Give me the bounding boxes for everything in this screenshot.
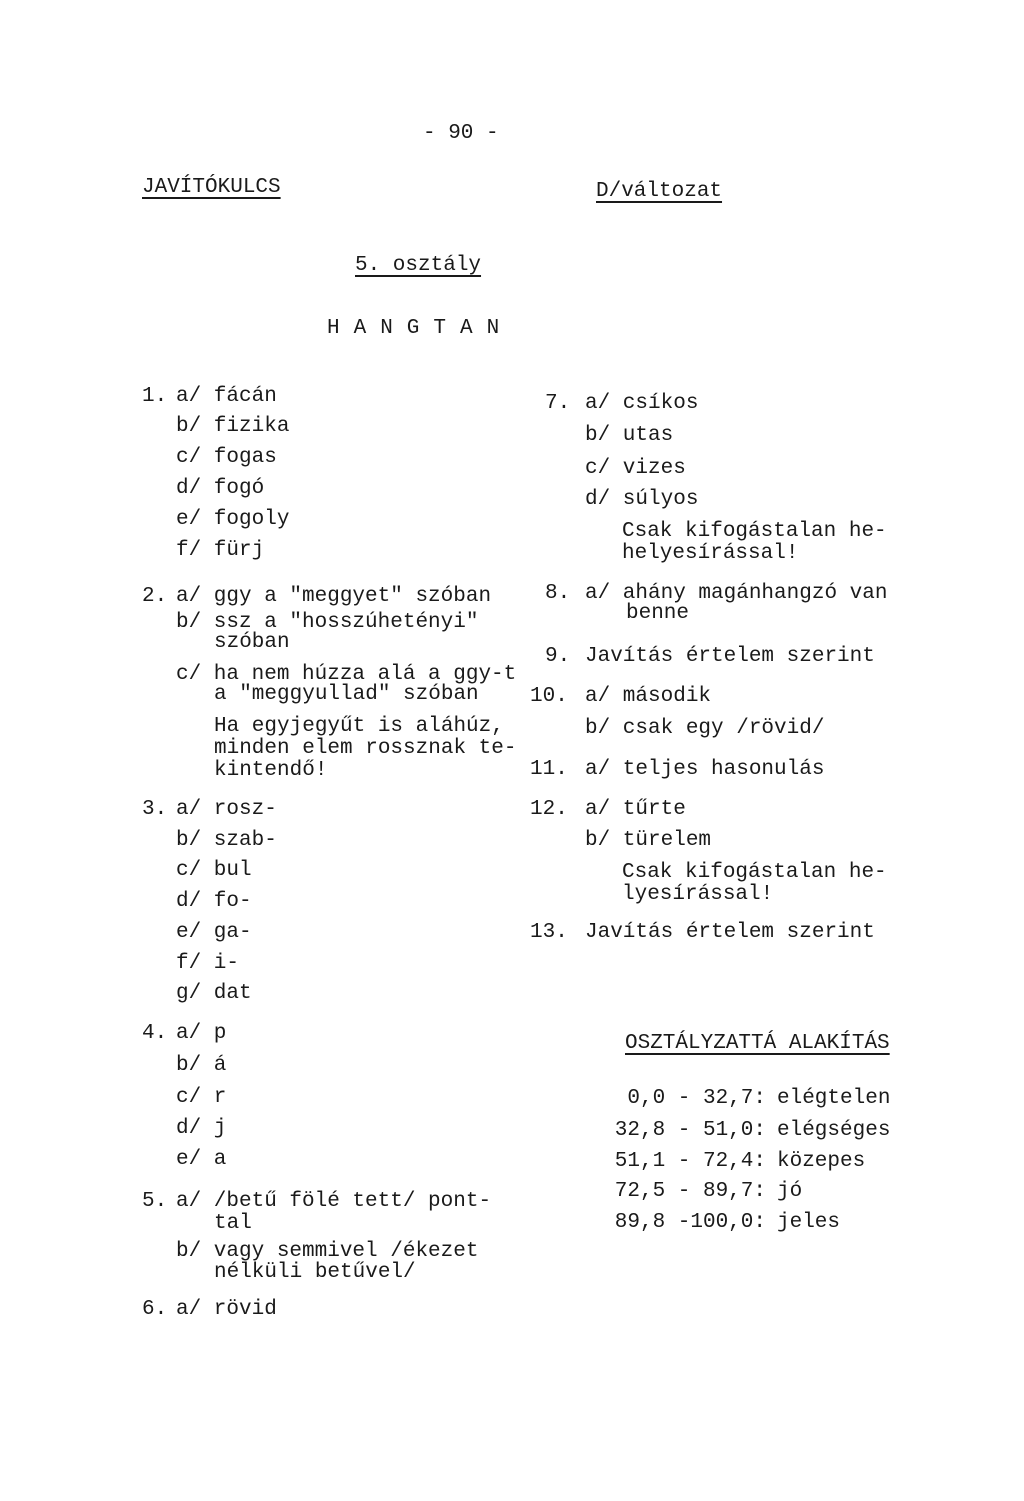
note-line-1: Csak kifogástalan he- [622, 861, 887, 884]
grading-grade: jeles [777, 1211, 841, 1234]
question-number: 9. [545, 645, 571, 668]
answer-b-cont: nélküli betűvel/ [214, 1261, 416, 1284]
answer-b: b/ fizika [176, 415, 290, 438]
question-number: 10. [530, 685, 568, 708]
answer-text: Javítás értelem szerint [585, 921, 875, 944]
answer-b-cont: szóban [214, 631, 290, 654]
grading-grade: közepes [777, 1150, 866, 1173]
grading-grade: elégtelen [777, 1087, 891, 1110]
note-line-2: helyesírással! [622, 542, 799, 565]
answer-a-cont: benne [626, 602, 690, 625]
grading-range: 0,0 - 32,7: [627, 1087, 766, 1110]
question-number: 7. [545, 392, 571, 415]
question-number: 11. [530, 758, 568, 781]
grading-title: OSZTÁLYZATTÁ ALAKÍTÁS [625, 1032, 890, 1055]
answer-a: a/ /betű fölé tett/ pont- [176, 1190, 492, 1213]
answer-a: a/ csíkos [585, 392, 699, 415]
answer-a: a/ teljes hasonulás [585, 758, 825, 781]
answer-f: f/ fürj [176, 539, 265, 562]
question-number: 2. [142, 585, 168, 608]
answer-a: a/ rövid [176, 1298, 277, 1321]
answer-b: b/ utas [585, 424, 674, 447]
answer-e: e/ a [176, 1148, 227, 1171]
answer-a: a/ ggy a "meggyet" szóban [176, 585, 492, 608]
answer-b: b/ türelem [585, 829, 712, 852]
note-line-1: Ha egyjegyűt is aláhúz, [214, 715, 504, 738]
answer-g: g/ dat [176, 982, 252, 1005]
answer-f: f/ i- [176, 952, 240, 975]
grading-grade: elégséges [777, 1119, 891, 1142]
answer-c: c/ ha nem húzza alá a ggy-t [176, 663, 517, 686]
question-number: 12. [530, 798, 568, 821]
answer-d: d/ fogó [176, 477, 265, 500]
answer-c: c/ bul [176, 859, 252, 882]
document-title: JAVÍTÓKULCS [142, 176, 281, 199]
grading-range: 89,8 -100,0: [614, 1211, 766, 1234]
note-line-3: kintendő! [214, 759, 328, 782]
page-number: - 90 - [423, 122, 499, 145]
answer-d: d/ súlyos [585, 488, 699, 511]
grading-grade: jó [777, 1180, 803, 1203]
answer-a-cont: tal [214, 1212, 252, 1235]
answer-a: a/ tűrte [585, 798, 686, 821]
answer-b: b/ ssz a "hosszúhetényi" [176, 611, 479, 634]
note-line-2: lyesírással! [622, 883, 774, 906]
question-number: 5. [142, 1190, 168, 1213]
question-number: 6. [142, 1298, 168, 1321]
note-line-2: minden elem rossznak te- [214, 737, 517, 760]
question-number: 13. [530, 921, 568, 944]
question-number: 8. [545, 582, 571, 605]
answer-d: d/ j [176, 1117, 227, 1140]
answer-b: b/ szab- [176, 829, 277, 852]
answer-c: c/ r [176, 1086, 227, 1109]
answer-b: b/ csak egy /rövid/ [585, 717, 825, 740]
answer-e: e/ fogoly [176, 508, 290, 531]
answer-c-cont: a "meggyullad" szóban [214, 683, 479, 706]
answer-d: d/ fo- [176, 890, 252, 913]
version-label: D/változat [596, 180, 723, 203]
answer-b: b/ á [176, 1054, 227, 1077]
answer-a: a/ ahány magánhangzó van [585, 582, 888, 605]
grading-range: 51,1 - 72,4: [614, 1150, 766, 1173]
answer-a: a/ második [585, 685, 712, 708]
grading-range: 32,8 - 51,0: [614, 1119, 766, 1142]
grade-label: 5. osztály [355, 254, 482, 277]
answer-a: a/ fácán [176, 385, 277, 408]
grading-range: 72,5 - 89,7: [614, 1180, 766, 1203]
answer-e: e/ ga- [176, 921, 252, 944]
answer-text: Javítás értelem szerint [585, 645, 875, 668]
section-title: HANGTAN [327, 317, 514, 340]
answer-a: a/ p [176, 1022, 227, 1045]
question-number: 4. [142, 1022, 168, 1045]
answer-c: c/ fogas [176, 446, 277, 469]
question-number: 3. [142, 798, 168, 821]
answer-a: a/ rosz- [176, 798, 277, 821]
note-line-1: Csak kifogástalan he- [622, 520, 887, 543]
answer-b: b/ vagy semmivel /ékezet [176, 1240, 479, 1263]
answer-c: c/ vizes [585, 457, 686, 480]
question-number: 1. [142, 385, 168, 408]
